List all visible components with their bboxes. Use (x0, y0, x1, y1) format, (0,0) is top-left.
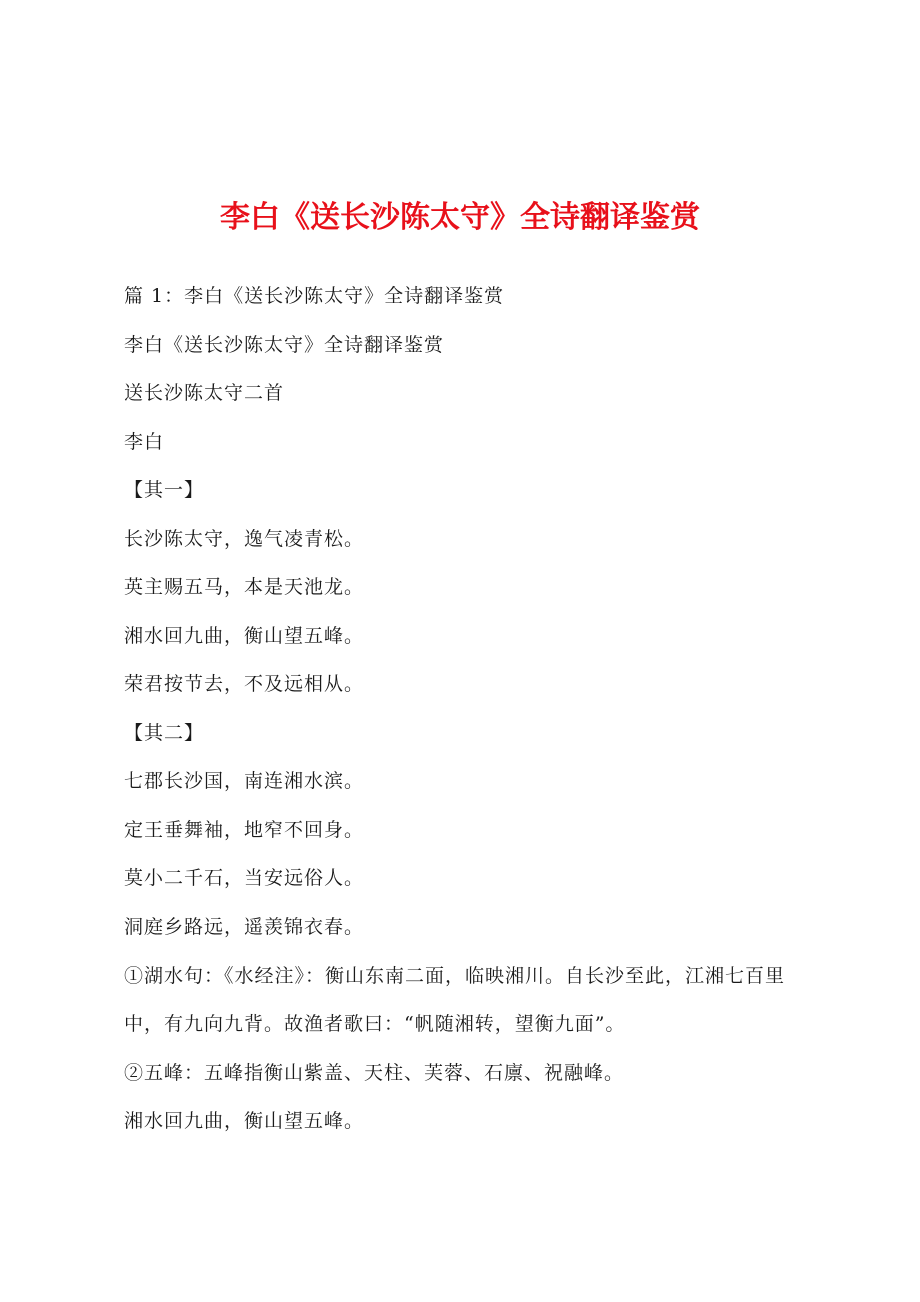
poem-line: 洞庭乡路远，遥羡锦衣春。 (124, 915, 365, 938)
annotation-note: ②五峰：五峰指衡山紫盖、天柱、芙蓉、石廪、祝融峰。 (124, 1061, 625, 1084)
poem-line: 七郡长沙国，南连湘水滨。 (124, 770, 365, 792)
poem-line: 英主赐五马，本是天池龙。 (124, 576, 365, 598)
poem-author: 李白 (124, 430, 165, 453)
paragraph-subtitle: 李白《送长沙陈太守》全诗翻译鉴赏 (124, 333, 445, 356)
poem-section-label: 【其一】 (124, 479, 205, 501)
poem-line: 定王垂舞袖，地窄不回身。 (124, 818, 365, 841)
paragraph-heading: 篇 1：李白《送长沙陈太守》全诗翻译鉴赏 (124, 285, 505, 307)
document-body (124, 282, 814, 1156)
poem-line: 湘水回九曲，衡山望五峰。 (124, 1110, 365, 1132)
document-title: 李白《送长沙陈太守》全诗翻译鉴赏 (220, 200, 700, 235)
poem-line: 长沙陈太守，逸气凌青松。 (124, 527, 365, 550)
annotation-note: ①湖水句：《水经注》：衡山东南二面，临映湘川。自长沙至此，江湘七百里中，有九向九背。故渔者歌曰：“帆随湘转，望衡九面”。 (124, 964, 786, 1035)
poem-section-label: 【其二】 (124, 721, 205, 744)
poem-line: 莫小二千石，当安远俗人。 (124, 867, 365, 889)
poem-line: 荣君按节去，不及远相从。 (124, 673, 365, 695)
poem-title: 送长沙陈太守二首 (124, 382, 285, 404)
poem-line: 湘水回九曲，衡山望五峰。 (124, 624, 365, 647)
